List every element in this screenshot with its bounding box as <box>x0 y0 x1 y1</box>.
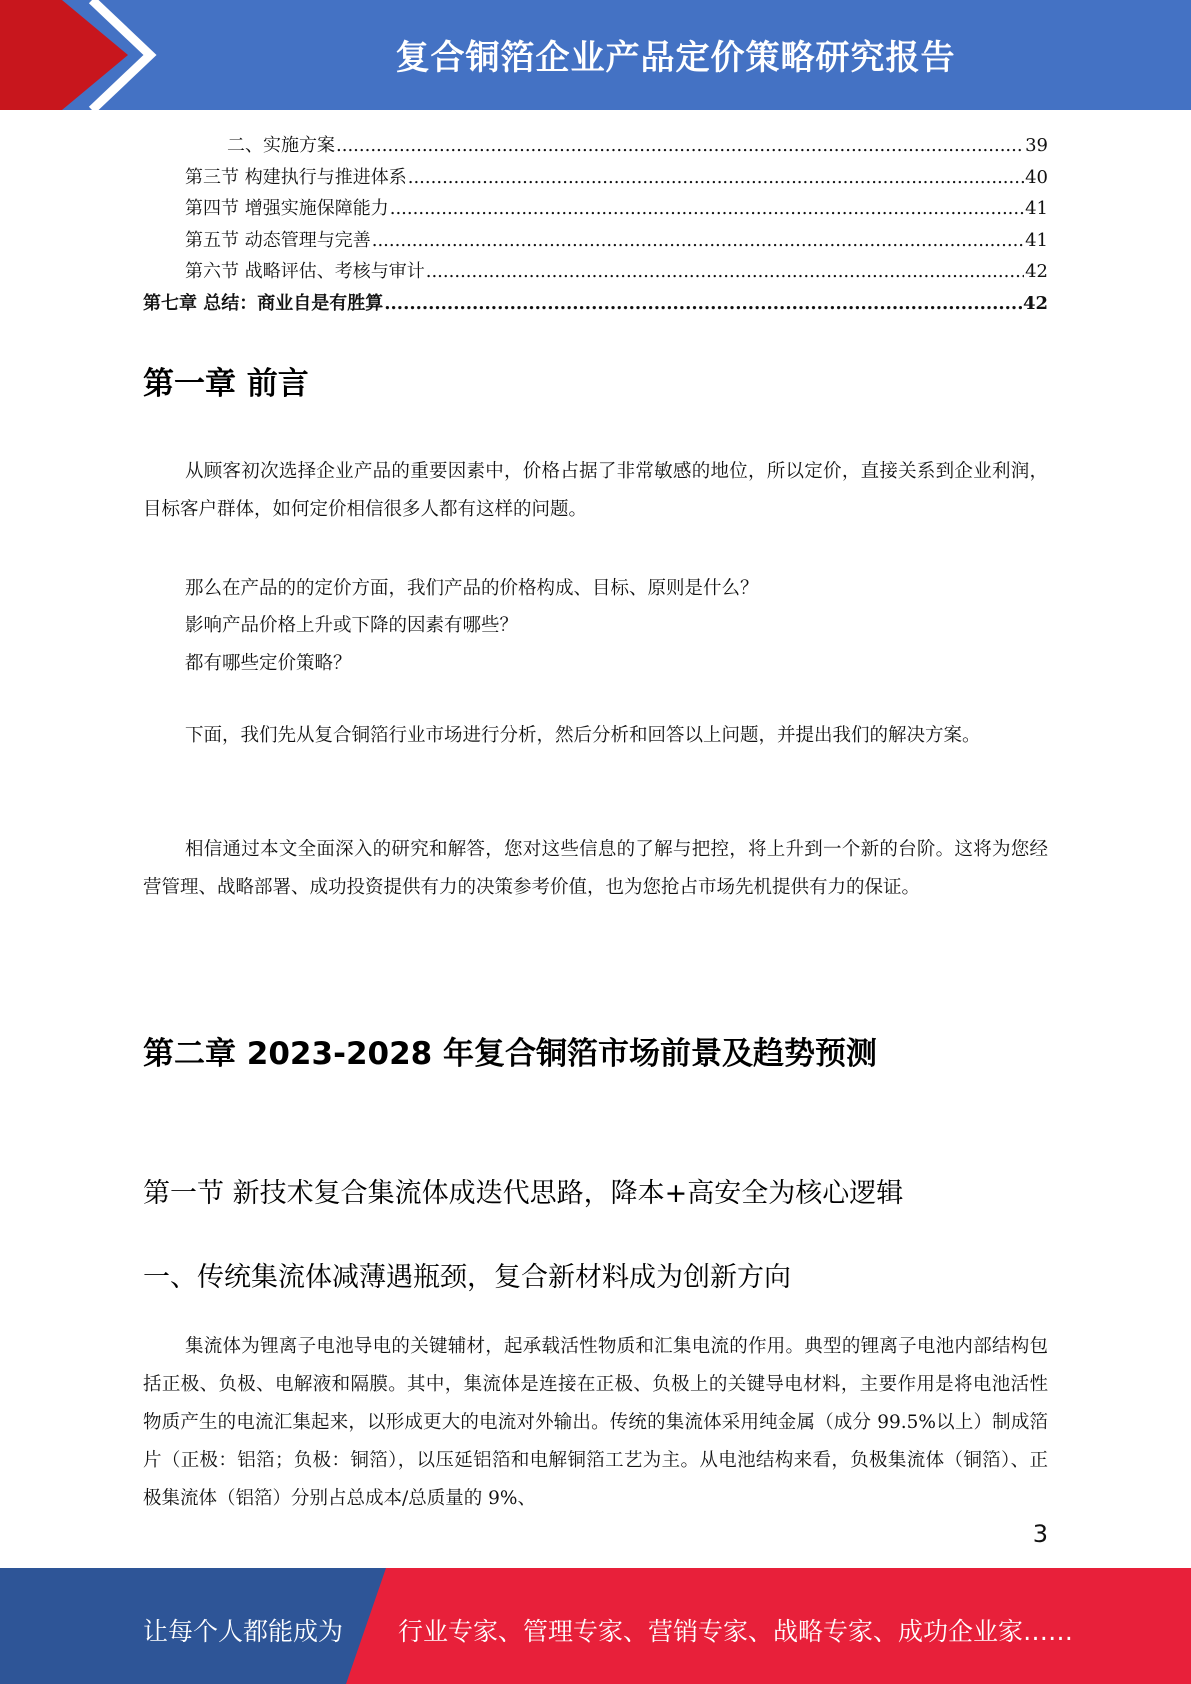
toc-leader-dots <box>408 167 1024 188</box>
toc-leader-dots <box>390 198 1024 219</box>
toc-entry-title: 第七章 总结：商业自是有胜算 <box>143 292 384 314</box>
toc-entry-page: 40 <box>1025 166 1048 188</box>
subsection-heading: 一、传统集流体减薄遇瓶颈，复合新材料成为创新方向 <box>143 1262 791 1293</box>
toc-entry-title: 二、实施方案 <box>227 135 335 156</box>
paragraph: 下面，我们先从复合铜箔行业市场进行分析，然后分析和回答以上问题，并提出我们的解决方案。 <box>185 725 981 746</box>
toc-entry[interactable] <box>143 163 1048 195</box>
toc-entry-title: 第三节 构建执行与推进体系 <box>185 166 407 188</box>
toc-leader-dots <box>384 293 1022 314</box>
toc-leader-dots <box>336 135 1024 156</box>
toc-entry-page: 41 <box>1025 229 1048 251</box>
toc-entry[interactable] <box>143 131 1048 163</box>
page-footer <box>0 1568 1191 1684</box>
paragraph: 集流体为锂离子电池导电的关键辅材，起承载活性物质和汇集电流的作用。典型的锂离子电池内部结构包括正极、负极、电解液和隔膜。其中，集流体是连接在正极、负极上的关键导电材料，主要作用是将电池活性物质产生的电流汇集起来，以形成更大的电流对外输出。传统的集流体采用纯金属（成分 99.5%以上）制成箔片（正极：铝箔；负极：铜箔），以压延铝箔和电解铜箔工艺为主。从电池结构来看，负极集流体（铜箔）、正极集流体（铝箔）分别占总成本/总质量的 9%、 <box>143 1336 1048 1509</box>
report-title: 复合铜箔企业产品定价策略研究报告 <box>395 38 956 78</box>
toc-leader-dots <box>372 230 1024 251</box>
table-of-contents <box>143 131 1048 320</box>
page-number: 3 <box>1032 1520 1048 1548</box>
question-line: 都有哪些定价策略？ <box>185 653 352 674</box>
footer-slogan-right: 行业专家、管理专家、营销专家、战略专家、成功企业家…… <box>398 1617 1074 1646</box>
toc-entry[interactable] <box>143 289 1048 321</box>
section-heading: 第一节 新技术复合集流体成迭代思路，降本+高安全为核心逻辑 <box>143 1178 904 1209</box>
question-line: 影响产品价格上升或下降的因素有哪些？ <box>185 615 519 636</box>
toc-entry-page: 42 <box>1022 292 1048 314</box>
footer-slogan-left: 让每个人都能成为 <box>143 1617 344 1646</box>
toc-entry-page: 42 <box>1025 261 1048 282</box>
page-header <box>0 0 1191 110</box>
toc-entry[interactable] <box>143 257 1048 289</box>
toc-entry[interactable] <box>143 226 1048 258</box>
toc-leader-dots <box>426 261 1024 282</box>
paragraph: 相信通过本文全面深入的研究和解答，您对这些信息的了解与把控，将上升到一个新的台阶。这将为您经营管理、战略部署、成功投资提供有力的决策参考价值，也为您抢占市场先机提供有力的保证。 <box>143 839 1048 898</box>
toc-entry-title: 第五节 动态管理与完善 <box>185 229 371 251</box>
toc-entry-title: 第四节 增强实施保障能力 <box>185 198 389 219</box>
toc-entry-title: 第六节 战略评估、考核与审计 <box>185 261 425 282</box>
question-line: 那么在产品的的定价方面，我们产品的价格构成、目标、原则是什么？ <box>185 578 759 599</box>
paragraph: 从顾客初次选择企业产品的重要因素中，价格占据了非常敏感的地位，所以定价，直接关系到企业利润，目标客户群体，如何定价相信很多人都有这样的问题。 <box>143 461 1048 520</box>
toc-entry[interactable] <box>143 194 1048 226</box>
chapter-heading: 第一章 前言 <box>143 366 309 402</box>
toc-entry-page: 41 <box>1025 198 1048 219</box>
toc-entry-page: 39 <box>1025 135 1048 156</box>
chapter-heading: 第二章 2023-2028 年复合铜箔市场前景及趋势预测 <box>143 1036 878 1072</box>
